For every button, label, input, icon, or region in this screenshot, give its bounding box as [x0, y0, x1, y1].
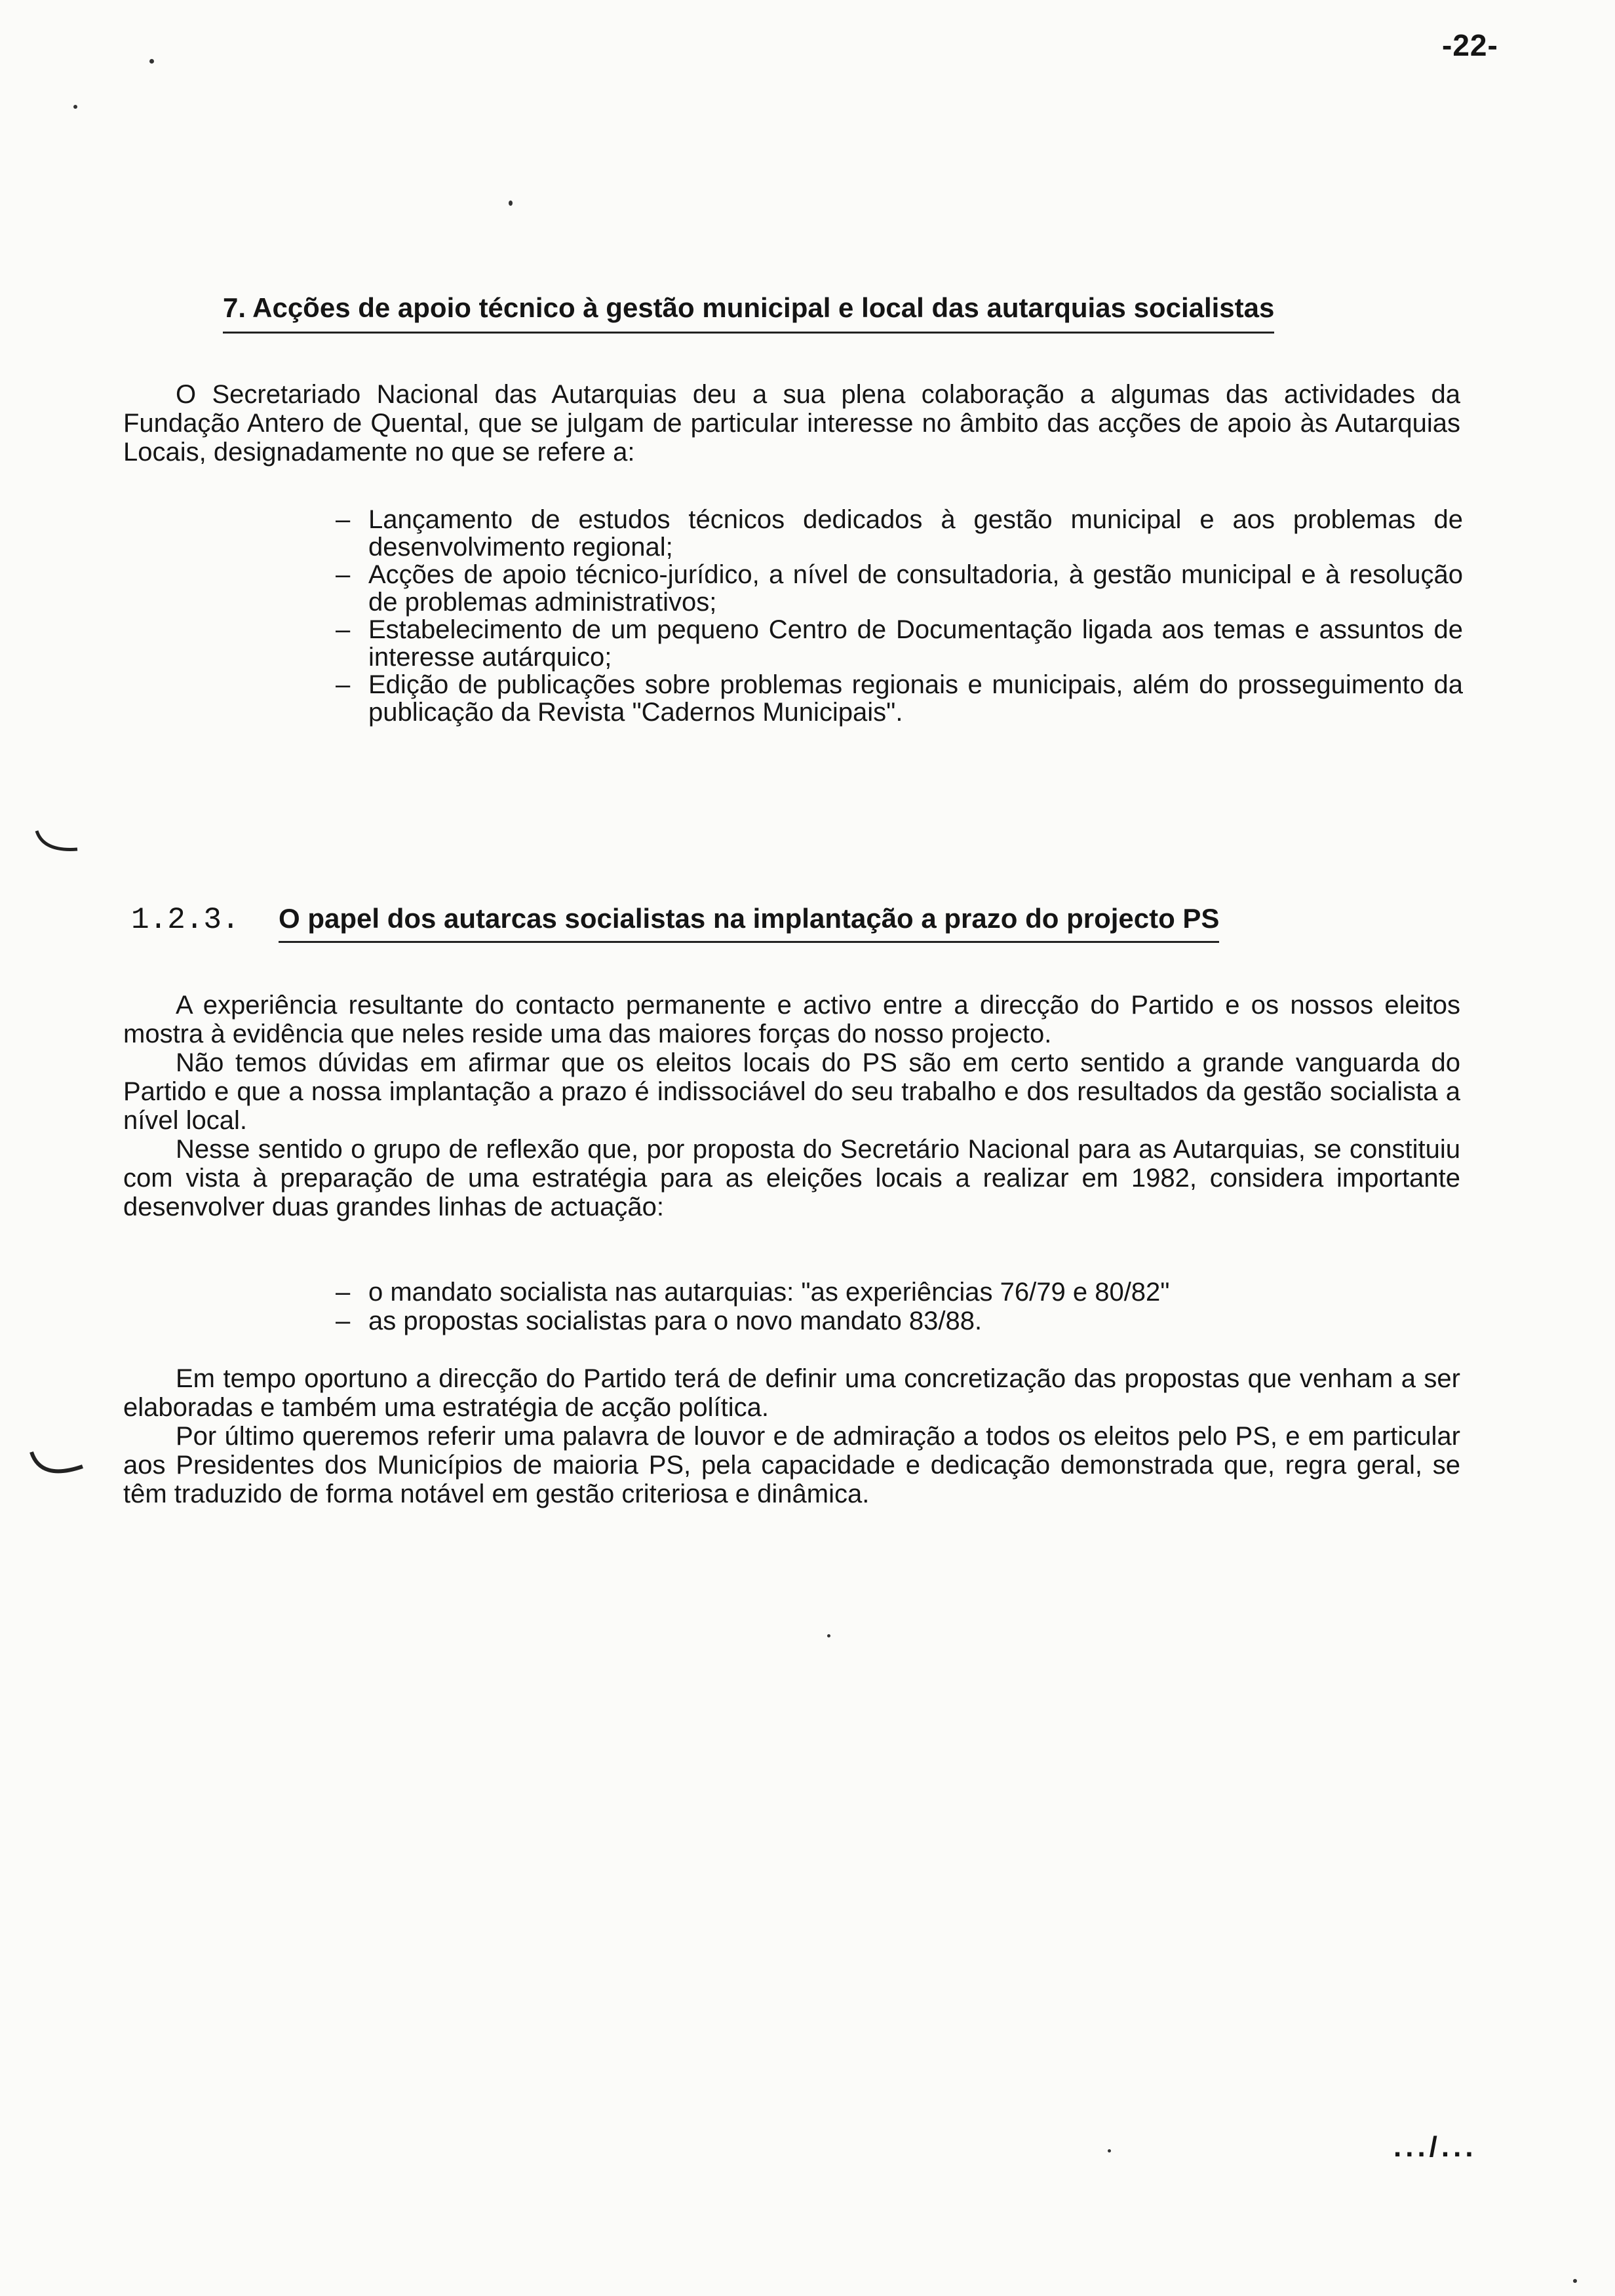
paragraph: Nesse sentido o grupo de reflexão que, por proposta do Secretário Nacional para as Autarquias, se constituiu com vista à preparação de uma estratégia para as eleições locais a realizar em 1982, considera importante desenvolver duas grandes linhas de actuação: [123, 1135, 1460, 1221]
body-paragraphs-b [123, 1364, 1460, 1508]
margin-bracket-mark [31, 826, 90, 865]
continuation-mark: .../... [1393, 2131, 1477, 2163]
list-item: – as propostas socialistas para o novo mandato 83/88. [336, 1307, 983, 1335]
list-item: – Acções de apoio técnico-jurídico, a nível de consultadoria, à gestão municipal e à resolução de problemas administrativos; [336, 560, 1463, 617]
body-paragraphs-a [123, 991, 1460, 1221]
intro-paragraph: O Secretariado Nacional das Autarquias deu a sua plena colaboração a algumas das actividades da Fundação Antero de Quental, que se julgam de particular interesse no âmbito das acções de apoio às Autarquias Locais, designadamente no que se refere a: [123, 380, 1460, 467]
paragraph: Por último queremos referir uma palavra de louvor e de admiração a todos os eleitos pelo PS, e em particular aos Presidentes dos Municípios de maioria PS, pela capacidade e dedicação demonstrada que, regra geral, se têm traduzido de forma notável em gestão criteriosa e dinâmica. [123, 1422, 1460, 1508]
list-item: – Lançamento de estudos técnicos dedicados à gestão municipal e aos problemas de desenvolvimento regional; [336, 505, 1463, 562]
list-item: – Edição de publicações sobre problemas regionais e municipais, além do prosseguimento da publicação da Revista "Cadernos Municipais". [336, 670, 1463, 727]
intro-paragraph-block [123, 380, 1460, 467]
support-items-list [336, 506, 1463, 726]
subsection-title: O papel dos autarcas socialistas na implantação a prazo do projecto PS [279, 903, 1219, 943]
dash-bullet: – [336, 1307, 351, 1335]
scan-speck [149, 59, 154, 64]
scan-speck [73, 105, 77, 109]
margin-bracket-mark [26, 1448, 92, 1494]
list-item: – o mandato socialista nas autarquias: "as experiências 76/79 e 80/82" [336, 1278, 1170, 1307]
dash-bullet: – [336, 1278, 351, 1307]
subsection-number: 1.2.3. [131, 903, 240, 937]
list-item: – Estabelecimento de um pequeno Centro de Documentação ligada aos temas e assuntos de interesse autárquico; [336, 615, 1463, 672]
lines-of-action-list [336, 1278, 1319, 1335]
dash-bullet: – [336, 670, 351, 699]
paragraph: A experiência resultante do contacto permanente e activo entre a direcção do Partido e os nossos eleitos mostra à evidência que neles reside uma das maiores forças do nosso projecto. [123, 991, 1460, 1048]
subsection-heading [131, 903, 1219, 943]
scan-speck [509, 201, 513, 206]
paragraph: Em tempo oportuno a direcção do Partido terá de definir uma concretização das propostas que venham a ser elaboradas e também uma estratégia de acção política. [123, 1364, 1460, 1422]
dash-bullet: – [336, 615, 351, 644]
scan-speck [1108, 2149, 1111, 2152]
scan-speck [1573, 2279, 1577, 2283]
dash-bullet: – [336, 560, 351, 589]
paragraph: Não temos dúvidas em afirmar que os eleitos locais do PS são em certo sentido a grande vanguarda do Partido e que a nossa implantação a prazo é indissociável do seu trabalho e dos resultados da gestão socialista a nível local. [123, 1048, 1460, 1135]
dash-bullet: – [336, 505, 351, 534]
scan-speck [827, 1634, 830, 1637]
page-number: -22- [1442, 28, 1498, 62]
section-heading: 7. Acções de apoio técnico à gestão municipal e local das autarquias socialistas [223, 292, 1274, 334]
